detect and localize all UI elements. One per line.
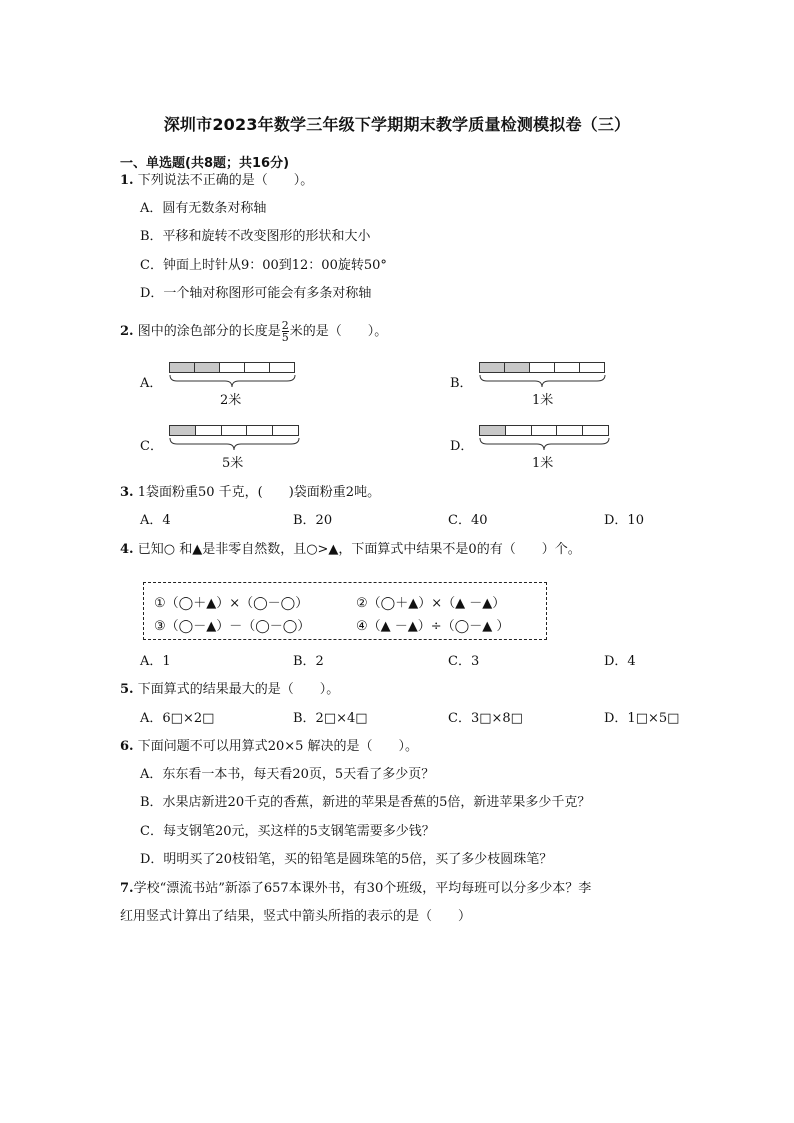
- bar-label: 1米: [532, 456, 554, 471]
- option-letter: D．: [450, 439, 474, 454]
- question-number: 3.: [120, 485, 134, 500]
- option-letter: A．: [140, 376, 163, 391]
- option: A．东东看一本书，每天看20页，5天看了多少页？: [140, 767, 435, 782]
- segment: [582, 426, 608, 435]
- segment: [556, 426, 582, 435]
- expression: ①（◯＋▲）×（◯－◯）: [154, 596, 309, 611]
- segment: [246, 426, 272, 435]
- option: C．3: [448, 654, 480, 669]
- expression: ④（▲ －▲）÷（◯－▲ ）: [356, 619, 510, 634]
- question-number: 5.: [120, 682, 134, 697]
- option: B．平移和旋转不改变图形的形状和大小: [140, 229, 371, 244]
- shaded-segment: [170, 363, 194, 372]
- bar-label: 1米: [532, 393, 554, 408]
- segment: [244, 363, 269, 372]
- segment: [554, 363, 579, 372]
- question-4: [120, 541, 581, 559]
- question-text-continued: 红用竖式计算出了结果，竖式中箭头所指的表示的是（ ）: [120, 909, 472, 924]
- expression-box: [143, 582, 547, 640]
- bar-row: [169, 362, 295, 373]
- brace: [169, 374, 296, 388]
- expression: ②（◯＋▲）×（▲ －▲）: [356, 596, 506, 611]
- brace: [479, 374, 606, 388]
- shaded-segment: [480, 426, 505, 435]
- segment: [579, 363, 604, 372]
- option-letter: C．: [140, 439, 163, 454]
- question-5: [120, 681, 339, 699]
- segment-bar: [169, 425, 299, 436]
- option: D．一个轴对称图形可能会有多条对称轴: [140, 286, 372, 301]
- shaded-segment: [504, 363, 529, 372]
- question-7: [120, 880, 591, 898]
- question-number: 7.: [120, 881, 134, 896]
- shaded-segment: [194, 363, 219, 372]
- question-number: 1.: [120, 173, 134, 188]
- question-text: 米的是（ ）。: [289, 324, 388, 339]
- bar-row: [479, 362, 605, 373]
- segment: [221, 426, 247, 435]
- option: A．圆有无数条对称轴: [140, 201, 267, 216]
- option: A．6□×2□: [140, 711, 215, 726]
- fraction: $\frac{2}{5}$: [281, 319, 289, 344]
- shaded-segment: [480, 363, 504, 372]
- question-2: [120, 320, 387, 343]
- segment: [195, 426, 221, 435]
- segment-bar: [479, 425, 609, 436]
- segment: [505, 426, 531, 435]
- question-text: 1袋面粉重50 千克，( )袋面粉重2吨。: [137, 485, 381, 500]
- segment: [529, 363, 554, 372]
- segment: [531, 426, 557, 435]
- bar-label: 5米: [222, 456, 244, 471]
- segment-bar: [169, 362, 295, 373]
- option: A．1: [140, 654, 171, 669]
- option: D．4: [604, 654, 636, 669]
- bar-row: [479, 425, 609, 436]
- brace: [479, 437, 610, 451]
- question-text: 下面问题不可以用算式20×5 解决的是（ ）。: [137, 739, 419, 754]
- option: B．2: [293, 654, 324, 669]
- option-letter: B．: [450, 376, 473, 391]
- question-text: 学校“漂流书站”新添了657本课外书，有30个班级，平均每班可以分多少本？李: [133, 881, 592, 896]
- question-1: [120, 172, 313, 190]
- expression: ③（◯－▲）－（◯－◯）: [154, 619, 311, 634]
- option: D．1□×5□: [604, 711, 680, 726]
- option: B．20: [293, 513, 333, 528]
- question-number: 4.: [120, 542, 134, 557]
- question-3: [120, 484, 380, 502]
- option: A．4: [140, 513, 171, 528]
- option: D．10: [604, 513, 644, 528]
- question-6: [120, 738, 418, 756]
- segment-bar: [479, 362, 605, 373]
- brace: [169, 437, 300, 451]
- option: B．2□×4□: [293, 711, 368, 726]
- segment: [272, 426, 298, 435]
- option: B．水果店新进20千克的香蕉，新进的苹果是香蕉的5倍，新进苹果多少千克？: [140, 795, 591, 810]
- segment: [269, 363, 294, 372]
- option: C．40: [448, 513, 488, 528]
- question-number: 6.: [120, 739, 134, 754]
- question-text: 图中的涂色部分的长度是: [137, 324, 281, 339]
- bar-label: 2米: [220, 393, 242, 408]
- option: C．钟面上时针从9：00到12：00旋转50°: [140, 258, 387, 273]
- question-text: 下列说法不正确的是（ ）。: [137, 173, 314, 188]
- option: C．每支钢笔20元，买这样的5支钢笔需要多少钱？: [140, 824, 435, 839]
- section-heading: 一、单选题(共8题；共16分): [120, 156, 290, 171]
- page-title: 深圳市2023年数学三年级下学期期末教学质量检测模拟卷（三）: [163, 115, 631, 134]
- option: C．3□×8□: [448, 711, 523, 726]
- segment: [219, 363, 244, 372]
- shaded-segment: [170, 426, 195, 435]
- bar-row: [169, 425, 299, 436]
- question-text: 下面算式的结果最大的是（ ）。: [137, 682, 340, 697]
- question-text: 已知○ 和▲是非零自然数，且○>▲，下面算式中结果不是0的有（ ）个。: [137, 542, 581, 557]
- question-number: 2.: [120, 324, 134, 339]
- option: D．明明买了20枝铅笔，买的铅笔是圆珠笔的5倍，买了多少枝圆珠笔？: [140, 852, 553, 867]
